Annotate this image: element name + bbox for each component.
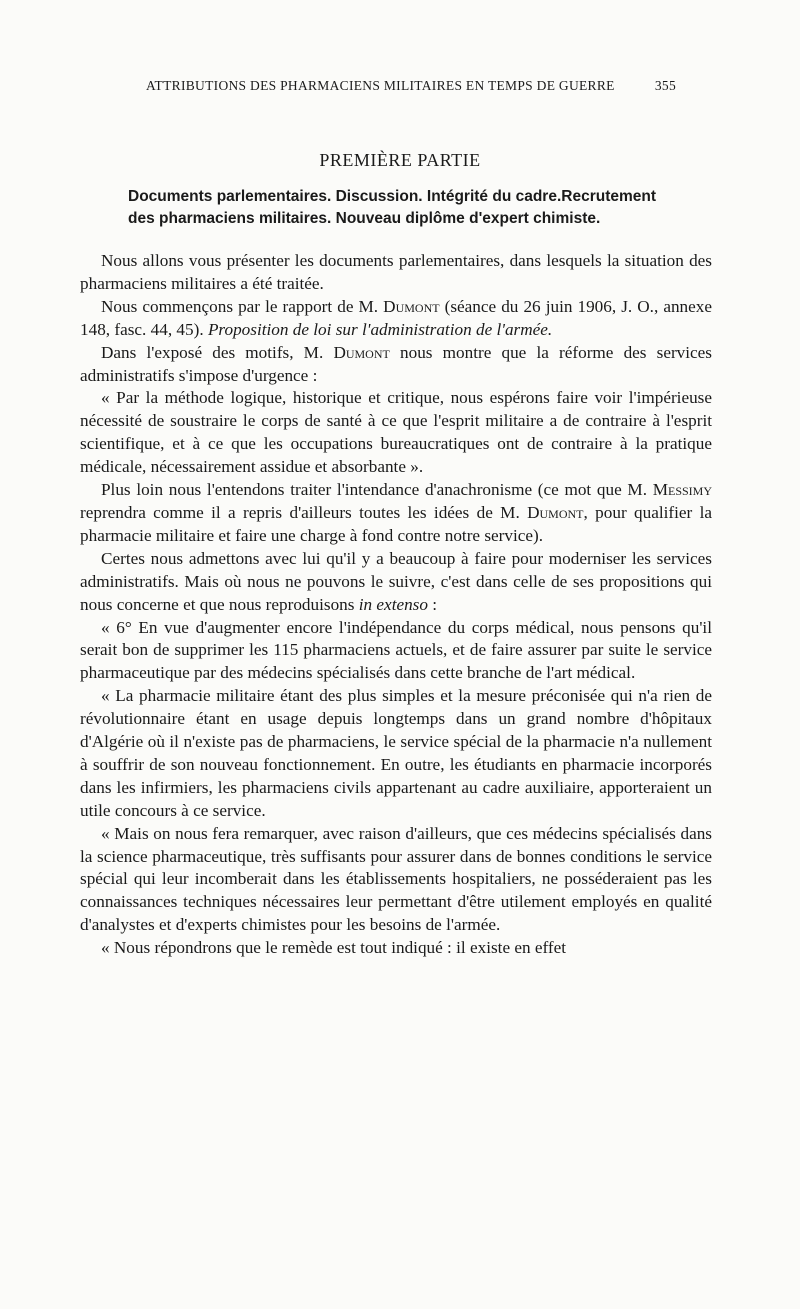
body-text [80,250,712,960]
running-head-title: ATTRIBUTIONS DES PHARMACIENS MILITAIRES EN TEMPS DE GUERRE [146,78,615,93]
paragraph-8: « La pharmacie militaire étant des plus simples et la mesure préconisée qui n'a rien de révolutionnaire étant en usage depuis longtemps dans un grand nombre d'hôpitaux d'Algérie où il n'existe pas de pharmaciens, le service spécial de la pharmacie n'a nullement à souffrir de son nouveau fonctionnement. En outre, les étudiants en pharmacie incorporés dans les infirmiers, les pharmaciens civils appartenant au cadre auxiliaire, apporteraient un utile concours à ce service. [80,686,712,820]
paragraph-10: « Nous répondrons que le remède est tout indiqué : il existe en effet [101,938,567,958]
author-name-dumont: Dumont [333,342,390,362]
paragraph-9: « Mais on nous fera remarquer, avec raison d'ailleurs, que ces médecins spécialisés dans la science pharmaceutique, très suffisants pour assurer dans de bonnes conditions le service spécial qui leur incomberait dans les établissements hospitaliers, ne posséderaient pas les connaissances techniques nécessaires leur permettant d'être utilement employés en qualité d'analystes et d'experts chimistes pour les besoins de l'armée. [80,823,712,935]
paragraph-1: Nous allons vous présenter les documents parlementaires, dans lesquels la situation des pharmaciens militaires a été traitée. [80,251,712,293]
author-name-dumont: Dumont [383,296,440,316]
section-heading-line-2: des pharmaciens militaires. Nouveau diplôme d'expert chimiste. [128,210,601,227]
paragraph-2-text-b: (séance du 26 juin 1906, J. O., annexe 148, fasc. 44, 45). [80,296,712,339]
section-heading-line-1: Documents parlementaires. Discussion. Intégrité du cadre.Recrutement [128,188,657,205]
paragraph-3 [80,342,712,388]
bill-title: Proposition de loi sur l'administration de l'armée. [207,319,553,339]
page-number: 355 [654,78,676,93]
part-title: PREMIÈRE PARTIE [319,150,481,170]
paragraph-6-text-a: Certes nous admettons avec lui qu'il y a beaucoup à faire pour moderniser les services administratifs. Mais où nous ne pouvons le suivre, c'est dans celle de ses propositions qui nous concerne et que nous reproduisons [80,548,712,614]
paragraph-5-text-c: , pour qualifier la pharmacie militaire et faire une charge à fond contre notre service). [80,502,712,545]
paragraph-3-text-b: nous montre que la réforme des services administratifs s'impose d'urgence : [80,342,712,385]
author-name-messimy: Messimy [652,480,712,500]
paragraph-6 [80,548,712,617]
paragraph-5 [80,479,712,548]
paragraph-7: « 6° En vue d'augmenter encore l'indépendance du corps médical, nous pensons qu'il serait bon de supprimer les 115 pharmaciens actuels, et de faire assurer par suite le service pharmaceutique par des médecins spécialisés dans cette branche de l'art médical. [80,617,712,683]
author-name-dumont: Dumont [527,502,584,522]
paragraph-5-text-b: reprendra comme il a repris d'ailleurs toutes les idées de M. [80,502,528,522]
paragraph-4: « Par la méthode logique, historique et critique, nous espérons faire voir l'impérieuse nécessité de soustraire le corps de santé à ce que l'esprit militaire a de contraire à l'esprit scientifique, et à ce que les occupations bureaucratiques ont de contraire à la pratique médicale, nécessairement assidue et absorbante ». [80,388,712,477]
in-extenso: in extenso [358,594,428,614]
section-heading [128,186,708,230]
paragraph-3-text-a: Dans l'exposé des motifs, M. [101,342,334,362]
paragraph-6-text-b: : [427,594,438,614]
paragraph-2 [80,296,712,342]
paragraph-5-text-a: Plus loin nous l'entendons traiter l'intendance d'anachronisme (ce mot que M. [101,480,653,500]
paragraph-2-text-a: Nous commençons par le rapport de M. [101,296,384,316]
